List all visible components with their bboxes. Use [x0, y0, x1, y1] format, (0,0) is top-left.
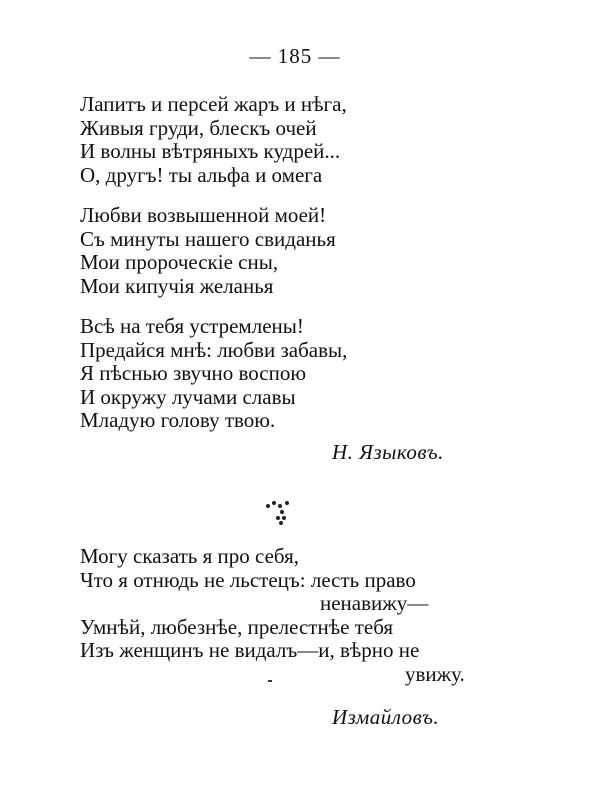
poem1-stanza1 [80, 93, 347, 187]
poem-line-continuation: ненавижу— [320, 591, 429, 615]
poem-line: И волны вѣтряныхъ кудрей... [80, 139, 341, 163]
print-speck [268, 680, 272, 682]
poem1-author-signature: Н. Языковъ. [332, 440, 444, 464]
poem-line: И окружу лучами славы [80, 384, 296, 409]
poem2 [80, 545, 465, 686]
poem-line: Умнѣй, любезнѣе, прелестнѣе тебя [80, 614, 394, 639]
page-number: — 185 — [249, 44, 341, 68]
poem-line: Что я отнюдь не льстецъ: лесть право [80, 567, 416, 592]
poem-line: Лапитъ и персей жаръ и нѣга, [80, 92, 347, 116]
poem1-stanza2 [80, 204, 336, 298]
poem-line: О, другъ! ты альфа и омега [80, 162, 323, 187]
poem-line: Предайся мнѣ: любви забавы, [80, 337, 348, 362]
poem-line: Мои пророческіе сны, [80, 250, 279, 274]
poem1-stanza3 [80, 315, 347, 433]
poem-line: Я пѣснью звучно воспою [80, 361, 307, 385]
poem-line: Могу сказать я про себя, [80, 544, 299, 568]
poem-line: Изъ женщинъ не видалъ—и, вѣрно не [80, 638, 420, 662]
poem-line: Младую голову твою. [80, 408, 276, 432]
poem-line: Всѣ на тебя устремлены! [80, 314, 304, 338]
poem-line: Живыя груди, блескъ очей [80, 115, 317, 140]
poem-line-continuation: увижу. [405, 661, 465, 686]
poem-line: Съ минуты нашего свиданья [80, 226, 336, 251]
poem-line: Мои кипучія желанья [80, 273, 274, 298]
asterism-ornament-icon [263, 500, 293, 528]
poem-line: Любви возвышенной моей! [80, 203, 327, 227]
poem2-author-signature: Измайловъ. [332, 705, 440, 729]
